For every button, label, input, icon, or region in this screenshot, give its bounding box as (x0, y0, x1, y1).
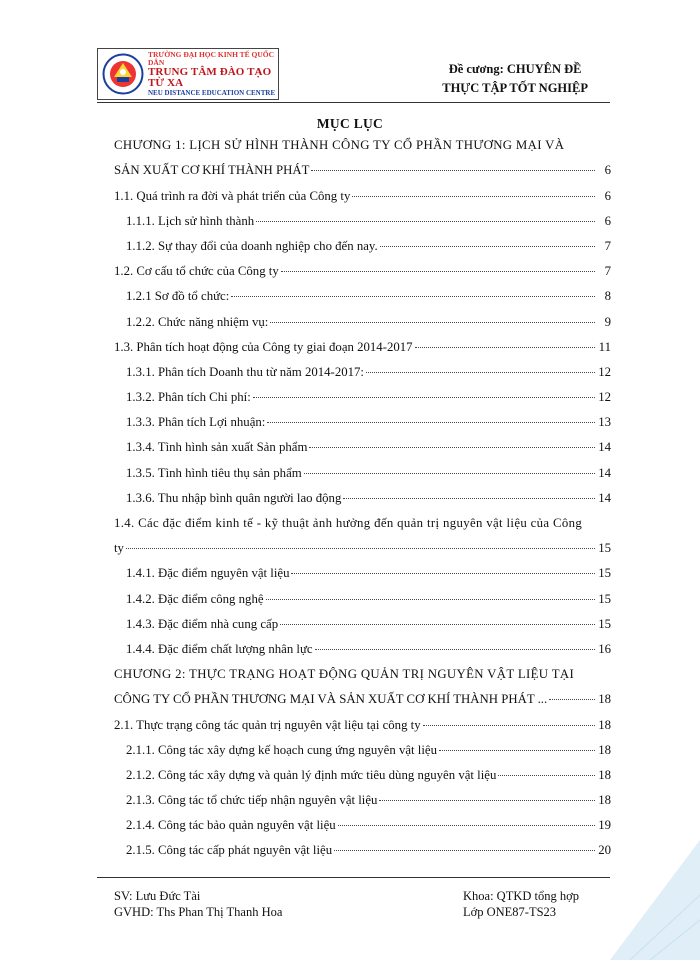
toc-entry-page: 20 (598, 843, 611, 858)
dot-leader (311, 170, 595, 171)
neu-logo (97, 48, 279, 100)
toc-entry[interactable] (114, 181, 611, 206)
footer-right (463, 888, 579, 920)
footer-divider (97, 877, 610, 878)
toc-entry-page: 6 (604, 188, 611, 203)
toc-entry[interactable] (114, 736, 611, 761)
toc-entry[interactable] (114, 257, 611, 282)
toc-entry-page: 7 (604, 264, 611, 279)
toc-entry-page: 14 (598, 465, 611, 480)
dot-leader (280, 624, 595, 625)
toc-entry-page: 15 (598, 541, 611, 556)
toc-entry-title: 1.3. Phân tích hoạt động của Công ty giai đoạn 2014-2017 (114, 339, 413, 354)
university-emblem-icon (102, 53, 144, 95)
toc-entry[interactable] (114, 433, 611, 458)
dot-leader (291, 573, 595, 574)
toc-entry-title: 1.4. Các đặc điểm kinh tế - kỹ thuật ảnh hưởng đến quản trị nguyên vật liệu của Công (114, 516, 583, 530)
class-name: Lớp ONE87-TS23 (463, 905, 557, 919)
toc-entry-title: 1.3.6. Thu nhập bình quân người lao động (126, 490, 342, 505)
dot-leader (549, 699, 595, 700)
dot-leader (380, 246, 595, 247)
toc-entry[interactable] (114, 559, 611, 584)
toc-entry-page: 18 (598, 767, 611, 782)
toc-entry-title: 1.4.2. Đặc điểm công nghệ (126, 591, 264, 606)
dot-leader (343, 498, 595, 499)
toc-entry-title: 1.3.1. Phân tích Doanh thu từ năm 2014-2017: (126, 364, 364, 379)
toc-entry-title: 2.1. Thực trạng công tác quản trị nguyên vật liệu tại công ty (114, 717, 421, 732)
toc-entry[interactable] (114, 207, 611, 232)
toc-entry-title: 1.3.3. Phân tích Lợi nhuận: (126, 415, 266, 430)
dot-leader (366, 372, 595, 373)
toc-entry[interactable] (114, 458, 611, 483)
dot-leader (231, 296, 595, 297)
header-divider (97, 102, 610, 103)
toc-entry[interactable] (114, 282, 611, 307)
toc-entry-page: 18 (598, 742, 611, 757)
footer-left (114, 888, 282, 920)
toc-entry-title: 1.2. Cơ cấu tổ chức của Công ty (114, 264, 279, 279)
table-of-contents (114, 131, 611, 861)
toc-entry[interactable] (114, 584, 611, 609)
dot-leader (267, 422, 595, 423)
toc-entry-title: 1.3.5. Tình hình tiêu thụ sản phẩm (126, 465, 302, 480)
toc-entry-page: 18 (598, 793, 611, 808)
toc-entry-page: 7 (604, 238, 611, 253)
heading-line-1: Đề cương: CHUYÊN ĐỀ (448, 62, 582, 76)
toc-entry[interactable] (114, 484, 611, 509)
dot-leader (266, 599, 595, 600)
toc-entry-page: 11 (598, 339, 611, 354)
toc-entry-page: 15 (598, 616, 611, 631)
toc-entry-title: 1.1.2. Sự thay đổi của doanh nghiệp cho đến nay. (126, 238, 378, 253)
dot-leader (439, 750, 595, 751)
logo-centre-english: NEU DISTANCE EDUCATION CENTRE (148, 88, 276, 97)
toc-entry-title: CHƯƠNG 2: THỰC TRẠNG HOẠT ĐỘNG QUẢN TRỊ NGUYÊN VẬT LIỆU TẠI (114, 667, 575, 682)
toc-entry-title: 2.1.4. Công tác bảo quản nguyên vật liệu (126, 818, 336, 833)
toc-entry[interactable] (114, 836, 611, 861)
toc-entry-title: 1.3.4. Tình hình sản xuất Sản phẩm (126, 440, 308, 455)
toc-entry[interactable] (114, 811, 611, 836)
toc-entry[interactable] (114, 610, 611, 635)
toc-entry[interactable] (114, 660, 611, 685)
toc-entry[interactable] (114, 307, 611, 332)
toc-entry-title: 2.1.5. Công tác cấp phát nguyên vật liệu (126, 843, 333, 858)
toc-entry-page: 9 (604, 314, 611, 329)
dot-leader (352, 196, 595, 197)
toc-title: MỤC LỤC (316, 116, 384, 131)
dot-leader (256, 221, 595, 222)
toc-entry[interactable] (114, 685, 611, 710)
toc-entry[interactable] (114, 156, 611, 181)
toc-entry[interactable] (114, 786, 611, 811)
dot-leader (309, 447, 595, 448)
document-heading (442, 60, 588, 98)
toc-entry-title: 1.3.2. Phân tích Chi phí: (126, 390, 251, 405)
dot-leader (304, 473, 595, 474)
dot-leader (379, 800, 595, 801)
dot-leader (126, 548, 595, 549)
dot-leader (253, 397, 595, 398)
toc-entry-title: CHƯƠNG 1: LỊCH SỬ HÌNH THÀNH CÔNG TY CỔ PHẦN THƯƠNG MẠI VÀ (114, 138, 565, 153)
toc-entry-title: 1.1.1. Lịch sử hình thành (126, 213, 255, 228)
toc-entry-title: SẢN XUẤT CƠ KHÍ THÀNH PHÁT (114, 163, 310, 178)
toc-entry-page: 6 (604, 213, 611, 228)
toc-entry-page: 15 (598, 591, 611, 606)
toc-entry[interactable] (114, 761, 611, 786)
student-name: SV: Lưu Đức Tài (114, 889, 201, 903)
toc-entry-page: 12 (598, 390, 611, 405)
toc-entry[interactable] (114, 131, 611, 156)
toc-entry[interactable] (114, 333, 611, 358)
faculty-name: Khoa: QTKD tổng hợp (463, 889, 579, 903)
toc-entry-page: 19 (598, 818, 611, 833)
corner-decoration (590, 820, 700, 960)
toc-entry-page: 14 (598, 490, 611, 505)
toc-entry-title: 1.4.3. Đặc điểm nhà cung cấp (126, 616, 279, 631)
toc-entry[interactable] (114, 383, 611, 408)
toc-entry-title: ty (114, 541, 124, 556)
logo-university-name: TRƯỜNG ĐẠI HỌC KINH TẾ QUỐC DÂN (148, 49, 275, 67)
toc-entry[interactable] (114, 710, 611, 735)
toc-entry[interactable] (114, 232, 611, 257)
toc-entry-title: 2.1.1. Công tác xây dựng kế hoạch cung ứng nguyên vật liệu (126, 742, 437, 757)
dot-leader (270, 322, 595, 323)
dot-leader (415, 347, 595, 348)
logo-centre-name: TRUNG TÂM ĐÀO TẠO TỪ XA (148, 65, 272, 90)
toc-entry-title: 2.1.2. Công tác xây dựng và quản lý định mức tiêu dùng nguyên vật liệu (126, 767, 497, 782)
dot-leader (498, 775, 595, 776)
toc-entry-page: 14 (598, 440, 611, 455)
toc-entry[interactable] (114, 408, 611, 433)
toc-entry-title: 1.1. Quá trình ra đời và phát triển của Công ty (114, 188, 351, 203)
dot-leader (423, 725, 595, 726)
toc-entry-title: 1.2.2. Chức năng nhiệm vụ: (126, 314, 269, 329)
toc-entry[interactable] (114, 635, 611, 660)
toc-entry-page: 8 (604, 289, 611, 304)
toc-entry[interactable] (114, 534, 611, 559)
toc-entry-title: 1.4.1. Đặc điểm nguyên vật liệu (126, 566, 290, 581)
toc-entry-page: 18 (598, 717, 611, 732)
dot-leader (338, 825, 595, 826)
toc-entry-page: 15 (598, 566, 611, 581)
toc-entry[interactable] (114, 509, 611, 534)
toc-entry-title: 1.2.1 Sơ đồ tổ chức: (126, 289, 230, 304)
toc-entry[interactable] (114, 358, 611, 383)
dot-leader (315, 649, 595, 650)
dot-leader (334, 850, 595, 851)
toc-entry-title: CÔNG TY CỔ PHẦN THƯƠNG MẠI VÀ SẢN XUẤT CƠ KHÍ THÀNH PHÁT ... (114, 692, 548, 707)
toc-entry-title: 1.4.4. Đặc điểm chất lượng nhân lực (126, 641, 313, 656)
toc-entry-page: 12 (598, 364, 611, 379)
heading-line-2: THỰC TẬP TỐT NGHIỆP (442, 81, 588, 95)
toc-entry-page: 13 (598, 415, 611, 430)
toc-entry-page: 6 (604, 163, 611, 178)
dot-leader (281, 271, 595, 272)
toc-entry-page: 18 (598, 692, 611, 707)
toc-entry-page: 16 (598, 641, 611, 656)
toc-entry-title: 2.1.3. Công tác tổ chức tiếp nhận nguyên vật liệu (126, 793, 378, 808)
advisor-name: GVHD: Ths Phan Thị Thanh Hoa (114, 905, 283, 919)
